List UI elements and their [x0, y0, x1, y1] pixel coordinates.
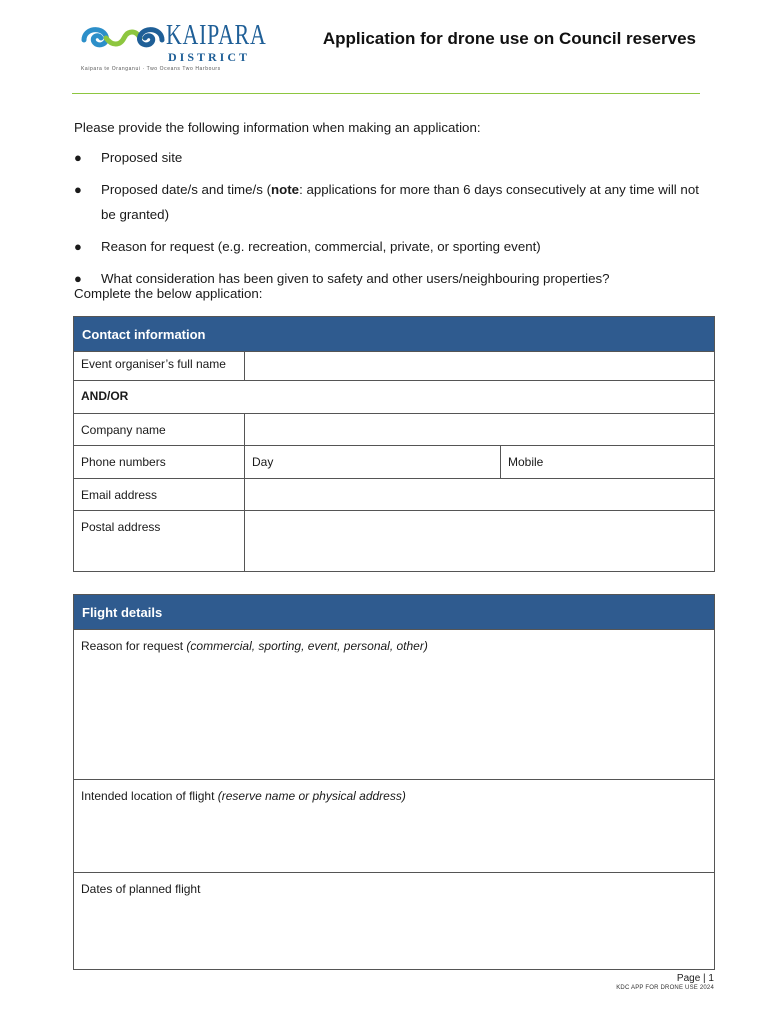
- postal-label: Postal address: [74, 511, 245, 572]
- logo-name: KAIPARA: [166, 20, 267, 51]
- header-divider: [72, 93, 700, 94]
- andor-row: AND/OR: [74, 381, 715, 414]
- company-label: Company name: [74, 414, 245, 446]
- page-title: Application for drone use on Council reserves: [322, 29, 696, 48]
- list-item: ● Proposed site: [74, 145, 714, 170]
- dates-field[interactable]: Dates of planned flight: [74, 873, 715, 970]
- list-item: ● What consideration has been given to safety and other users/neighbouring properties?: [74, 266, 714, 291]
- flight-heading: Flight details: [74, 595, 715, 630]
- contact-heading: Contact information: [74, 317, 715, 352]
- logo-sub: DISTRICT: [168, 50, 251, 64]
- intro-lead: Please provide the following information when making an application:: [74, 120, 481, 135]
- postal-field[interactable]: [245, 511, 715, 572]
- bullet-icon: ●: [74, 182, 82, 197]
- flight-details-table: [73, 594, 715, 970]
- requirements-list: [74, 145, 714, 291]
- contact-information-table: [73, 316, 715, 572]
- bullet-icon: ●: [74, 271, 82, 286]
- company-field[interactable]: [245, 414, 715, 446]
- list-item: ● Reason for request (e.g. recreation, commercial, private, or sporting event): [74, 234, 714, 259]
- mobile-phone-field[interactable]: Mobile: [501, 446, 715, 479]
- page-number: Page | 1: [676, 973, 714, 984]
- organiser-field[interactable]: [245, 352, 715, 381]
- reason-field[interactable]: Reason for request (commercial, sporting, event, personal, other): [74, 630, 715, 780]
- kaipara-district-logo: [78, 20, 267, 76]
- list-item: ● Proposed date/s and time/s (note: applications for more than 6 days consecutively at any time will not be granted): [74, 177, 714, 227]
- phone-label: Phone numbers: [74, 446, 245, 479]
- koru-swirl-icon: [78, 20, 168, 60]
- document-code: KDC APP FOR DRONE USE 2024: [616, 985, 714, 991]
- complete-instruction: Complete the below application:: [74, 286, 263, 301]
- logo-tagline: Kaipara te Oranganui · Two Oceans Two Harbours: [81, 66, 221, 72]
- bullet-icon: ●: [74, 239, 82, 254]
- email-field[interactable]: [245, 479, 715, 511]
- email-label: Email address: [74, 479, 245, 511]
- intro-section: [74, 118, 714, 298]
- organiser-label: Event organiser’s full name: [74, 352, 245, 381]
- note-label: note: [271, 182, 300, 197]
- day-phone-field[interactable]: Day: [245, 446, 501, 479]
- location-field[interactable]: Intended location of flight (reserve name or physical address): [74, 780, 715, 873]
- bullet-icon: ●: [74, 150, 82, 165]
